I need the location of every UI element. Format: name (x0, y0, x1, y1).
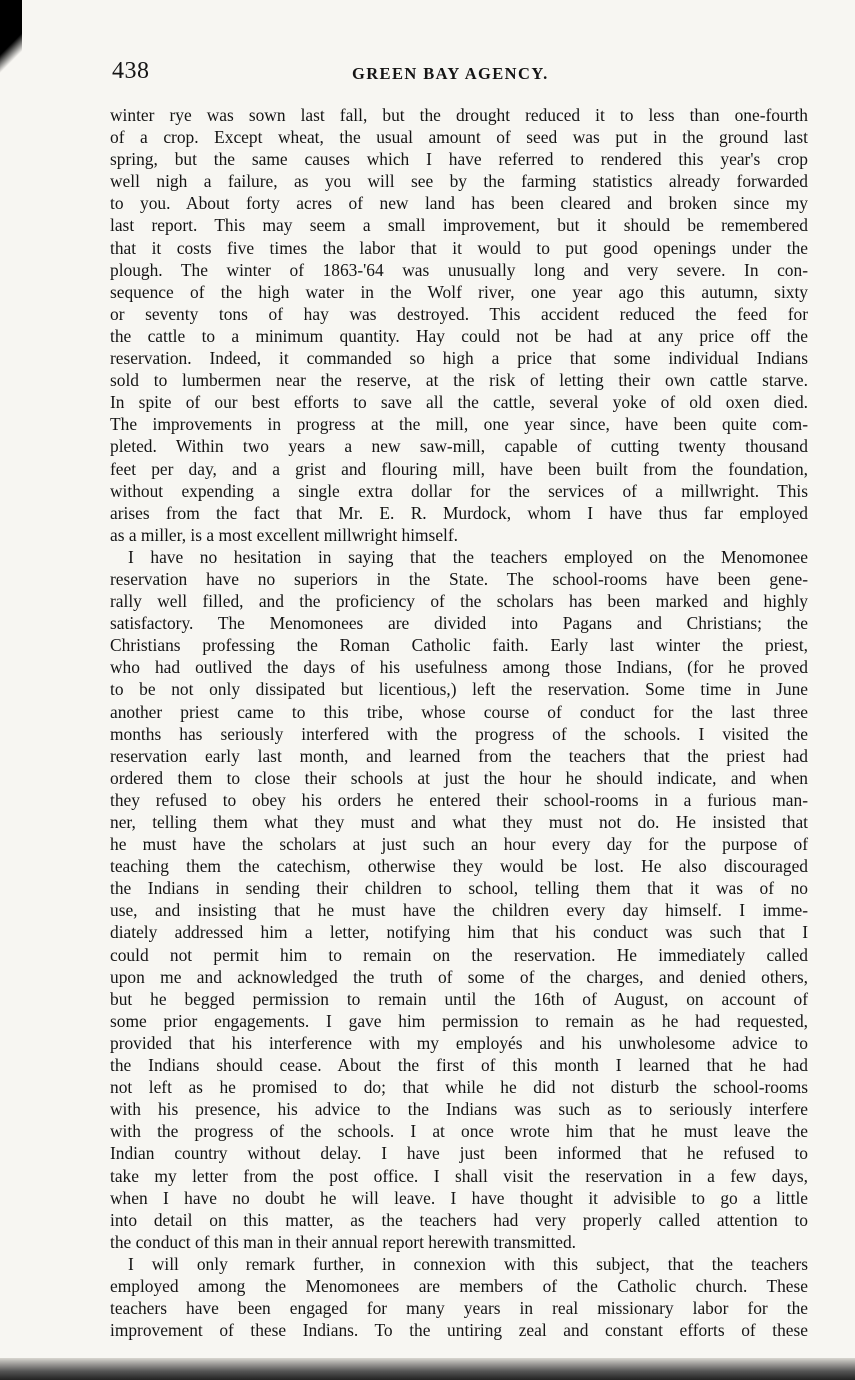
text-line: who had outlived the days of his usefulness among those Indians, (for he proved (110, 657, 808, 678)
text-line: Indian country without delay. I have just been informed that he refused to (110, 1143, 808, 1164)
text-line: pleted. Within two years a new saw-mill, capable of cutting twenty thousand (110, 436, 808, 457)
text-line: provided that his interference with my employés and his unwholesome advice to (110, 1032, 808, 1053)
text-line: to you. About forty acres of new land has been cleared and broken since my (110, 193, 808, 214)
page-bottom-edge (0, 1358, 855, 1380)
text-line: feet per day, and a grist and flouring mill, have been built from the foundation, (110, 458, 808, 479)
text-line: satisfactory. The Menomonees are divided into Pagans and Christians; the (110, 613, 808, 634)
text-line: with the progress of the schools. I at once wrote him that he must leave the (110, 1121, 808, 1142)
text-line: not left as he promised to do; that while he did not disturb the school-rooms (110, 1077, 808, 1098)
text-line: last report. This may seem a small improvement, but it should be remembered (110, 215, 808, 236)
body-text (110, 104, 808, 1341)
text-line: the Indians should cease. About the first of this month I learned that he had (110, 1055, 808, 1076)
text-line: into detail on this matter, as the teachers had very properly called attention to (110, 1209, 808, 1230)
page-header (112, 58, 812, 92)
text-line: he must have the scholars at just such an hour every day for the purpose of (110, 834, 808, 855)
text-line: I will only remark further, in connexion with this subject, that the teachers (128, 1253, 808, 1274)
text-line: when I have no doubt he will leave. I have thought it advisible to go a little (110, 1187, 808, 1208)
text-line: without expending a single extra dollar for the services of a millwright. This (110, 480, 808, 501)
text-line: with his presence, his advice to the Indians was such as to seriously interfere (110, 1099, 808, 1120)
text-line: teaching them the catechism, otherwise they would be lost. He also discouraged (110, 856, 808, 877)
text-line: of a crop. Except wheat, the usual amount of seed was put in the ground last (110, 127, 808, 148)
text-line: ordered them to close their schools at just the hour he should indicate, and when (110, 767, 808, 788)
text-line: upon me and acknowledged the truth of some of the charges, and denied others, (110, 966, 808, 987)
text-line: well nigh a failure, as you will see by the farming statistics already forwarded (110, 171, 808, 192)
text-line: plough. The winter of 1863-'64 was unusually long and very severe. In con- (110, 259, 808, 280)
text-line: as a miller, is a most excellent millwright himself. (110, 524, 459, 545)
text-line: The improvements in progress at the mill, one year since, have been quite com- (110, 414, 808, 435)
text-line: spring, but the same causes which I have referred to rendered this year's crop (110, 149, 808, 170)
text-line: In spite of our best efforts to save all the cattle, several yoke of old oxen died. (110, 392, 808, 413)
text-line: take my letter from the post office. I shall visit the reservation in a few days, (110, 1165, 808, 1186)
text-line: Christians professing the Roman Catholic faith. Early last winter the priest, (110, 635, 808, 656)
page-number: 438 (112, 58, 150, 84)
text-line: I have no hesitation in saying that the teachers employed on the Menomonee (128, 546, 808, 567)
text-line: arises from the fact that Mr. E. R. Murdock, whom I have thus far employed (110, 502, 808, 523)
text-line: to be not only dissipated but licentious,) left the reservation. Some time in June (110, 679, 808, 700)
text-line: diately addressed him a letter, notifying him that his conduct was such that I (110, 922, 808, 943)
text-line: reservation early last month, and learned from the teachers that the priest had (110, 745, 808, 766)
text-line: rally well filled, and the proficiency of the scholars has been marked and highly (110, 591, 808, 612)
text-line: the Indians in sending their children to school, telling them that it was of no (110, 878, 808, 899)
text-line: the cattle to a minimum quantity. Hay could not be had at any price off the (110, 325, 808, 346)
text-line: ner, telling them what they must and what they must not do. He insisted that (110, 812, 808, 832)
text-line: could not permit him to remain on the reservation. He immediately called (110, 944, 808, 965)
text-line: the conduct of this man in their annual report herewith transmitted. (110, 1231, 577, 1252)
text-line: or seventy tons of hay was destroyed. This accident reduced the feed for (110, 303, 808, 324)
text-line: sequence of the high water in the Wolf river, one year ago this autumn, sixty (110, 281, 808, 302)
text-line: months has seriously interfered with the progress of the schools. I visited the (110, 723, 808, 744)
text-line: use, and insisting that he must have the children every day himself. I imme- (110, 900, 808, 921)
text-line: reservation have no superiors in the State. The school-rooms have been gene- (110, 568, 808, 589)
paragraph (110, 1253, 808, 1341)
text-line: employed among the Menomonees are members of the Catholic church. These (110, 1275, 808, 1296)
text-line: improvement of these Indians. To the untiring zeal and constant efforts of these (110, 1320, 808, 1341)
text-line: reservation. Indeed, it commanded so high a price that some individual Indians (110, 348, 808, 369)
paragraph (110, 104, 808, 546)
text-line: some prior engagements. I gave him permission to remain as he had requested, (110, 1010, 808, 1031)
text-line: another priest came to this tribe, whose course of conduct for the last three (110, 701, 808, 722)
text-line: winter rye was sown last fall, but the drought reduced it to less than one-fourth (110, 105, 808, 125)
paragraph (110, 546, 808, 1253)
text-line: they refused to obey his orders he entered their school-rooms in a furious man- (110, 789, 808, 810)
page-edge-shadow (0, 0, 22, 100)
text-line: teachers have been engaged for many years in real missionary labor for the (110, 1298, 808, 1319)
text-line: that it costs five times the labor that it would to put good openings under the (110, 237, 808, 258)
running-title: GREEN BAY AGENCY. (352, 64, 549, 83)
text-line: but he begged permission to remain until the 16th of August, on account of (110, 988, 808, 1009)
text-line: sold to lumbermen near the reserve, at the risk of letting their own cattle starve. (110, 370, 808, 391)
